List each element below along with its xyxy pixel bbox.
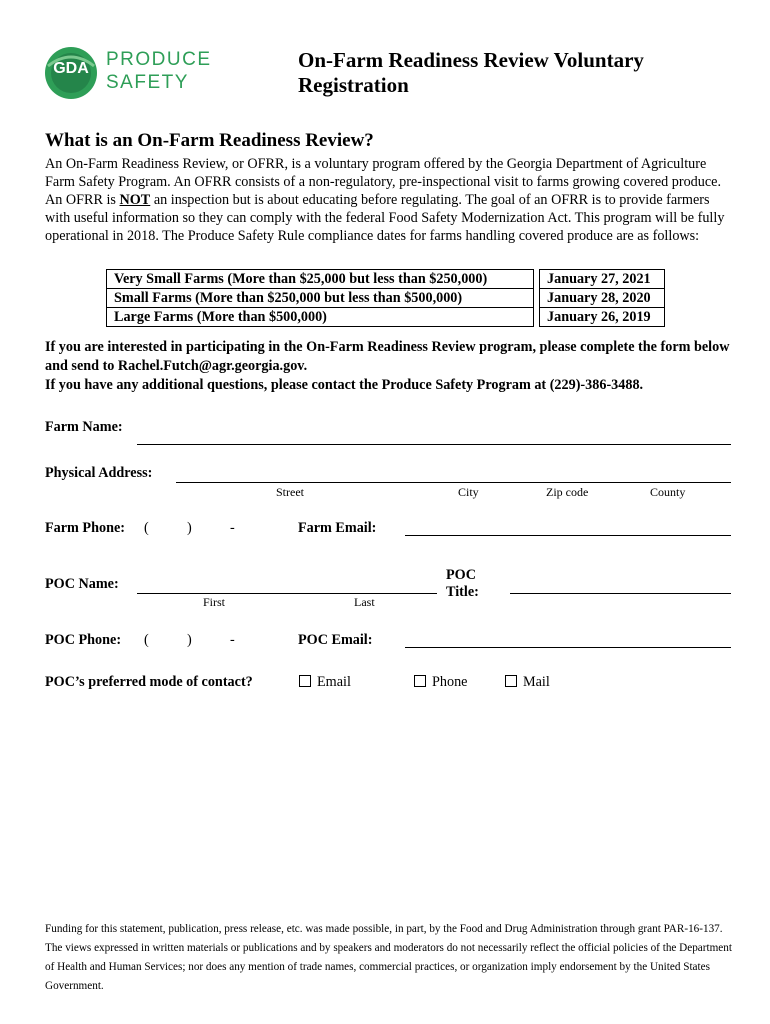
farm-phone-area-open: (	[144, 520, 149, 536]
table-row	[107, 289, 665, 308]
farm-phone-label: Farm Phone:	[45, 520, 125, 536]
farm-phone-dash: -	[230, 520, 235, 536]
poc-email-label: POC Email:	[298, 632, 373, 648]
poc-name-label: POC Name:	[45, 576, 119, 592]
page-title: On-Farm Readiness Review Voluntary Registration	[298, 48, 644, 97]
farm-category-cell: Very Small Farms (More than $25,000 but less than $250,000)	[107, 270, 534, 289]
address-street-caption: Street	[276, 485, 304, 499]
table-row	[107, 308, 665, 327]
farm-name-label: Farm Name:	[45, 419, 123, 435]
address-city-caption: City	[458, 485, 479, 499]
compliance-date-cell: January 27, 2021	[540, 270, 665, 289]
phone-checkbox[interactable]	[414, 675, 426, 687]
funding-disclaimer: Funding for this statement, publication, press release, etc. was made possible, in part, by the Food and Drug Administration through grant PAR-16-137. The views expressed in written materials or publications and by speakers and moderators do not necessarily reflect the official policies of the Department of Health and Human Services; nor does any mention of trade names, commercial practices, or organization imply endorsement by the United States Government.	[45, 923, 732, 992]
address-zip-caption: Zip code	[546, 485, 589, 499]
contact-mode-label: POC’s preferred mode of contact?	[45, 674, 253, 690]
farm-phone-field[interactable]	[155, 518, 285, 536]
participation-notice	[45, 338, 745, 395]
poc-phone-area-open: (	[144, 632, 149, 648]
table-row	[107, 270, 665, 289]
contact-option-email[interactable]	[299, 674, 351, 691]
poc-phone-area-close: )	[187, 632, 192, 648]
poc-title-label-line1: POC	[446, 567, 476, 583]
intro-paragraph	[45, 155, 735, 245]
poc-first-caption: First	[203, 595, 226, 609]
poc-phone-field[interactable]	[155, 630, 285, 648]
poc-name-field[interactable]	[137, 593, 437, 594]
produce-safety-logo	[44, 46, 214, 100]
address-county-caption: County	[650, 485, 686, 499]
poc-last-caption: Last	[354, 595, 375, 609]
farm-email-field[interactable]	[405, 535, 731, 536]
farm-phone-area-close: )	[187, 520, 192, 536]
compliance-date-cell: January 28, 2020	[540, 289, 665, 308]
poc-phone-dash: -	[230, 632, 235, 648]
poc-email-field[interactable]	[405, 647, 731, 648]
contact-option-mail-label: Mail	[523, 674, 550, 690]
contact-option-mail[interactable]	[505, 674, 550, 691]
mail-checkbox[interactable]	[505, 675, 517, 687]
farm-name-field[interactable]	[137, 444, 731, 445]
farm-email-label: Farm Email:	[298, 520, 377, 536]
farm-category-cell: Large Farms (More than $500,000)	[107, 308, 534, 327]
compliance-dates-table	[106, 269, 665, 327]
contact-option-phone-label: Phone	[432, 674, 468, 690]
intro-text-2: an inspection but is about educating before regulating. The goal of an OFRR is to provide farmers with useful information so they can comply with the federal Food Safety Modernization Act. This program will be fully operational in 2018. The Produce Safety Rule compliance dates for farms handling covered produce are as follows:	[45, 192, 725, 244]
intro-heading: What is an On-Farm Readiness Review?	[45, 130, 374, 151]
logo-word-safety: SAFETY	[106, 72, 189, 93]
physical-address-label: Physical Address:	[45, 465, 153, 481]
poc-title-label	[446, 567, 479, 601]
intro-not-emphasis: NOT	[119, 192, 151, 208]
farm-category-cell: Small Farms (More than $250,000 but less than $500,000)	[107, 289, 534, 308]
logo-badge-text: GDA	[53, 60, 89, 77]
compliance-date-cell: January 26, 2019	[540, 308, 665, 327]
poc-phone-label: POC Phone:	[45, 632, 122, 648]
contact-option-phone[interactable]	[414, 674, 467, 691]
logo-word-produce: PRODUCE	[106, 49, 212, 70]
physical-address-field[interactable]	[176, 482, 731, 483]
submission-instructions: If you are interested in participating in the On-Farm Readiness Review program, please complete the form below and send to Rachel.Futch@agr.georgia.gov.	[45, 339, 730, 374]
poc-title-field[interactable]	[510, 593, 731, 594]
poc-title-label-line2: Title:	[446, 584, 479, 600]
email-checkbox[interactable]	[299, 675, 311, 687]
intro-text-1: An On-Farm Readiness Review, or OFRR, is a voluntary program offered by the Georgia Department of Agriculture Farm Safety Program. An OFRR consists of a non-regulatory, pre-inspectional visit to farms growing covered produce. An OFRR is	[45, 156, 721, 208]
contact-option-email-label: Email	[317, 674, 351, 690]
contact-instructions: If you have any additional questions, please contact the Produce Safety Program at (229)-386-3488.	[45, 377, 644, 393]
